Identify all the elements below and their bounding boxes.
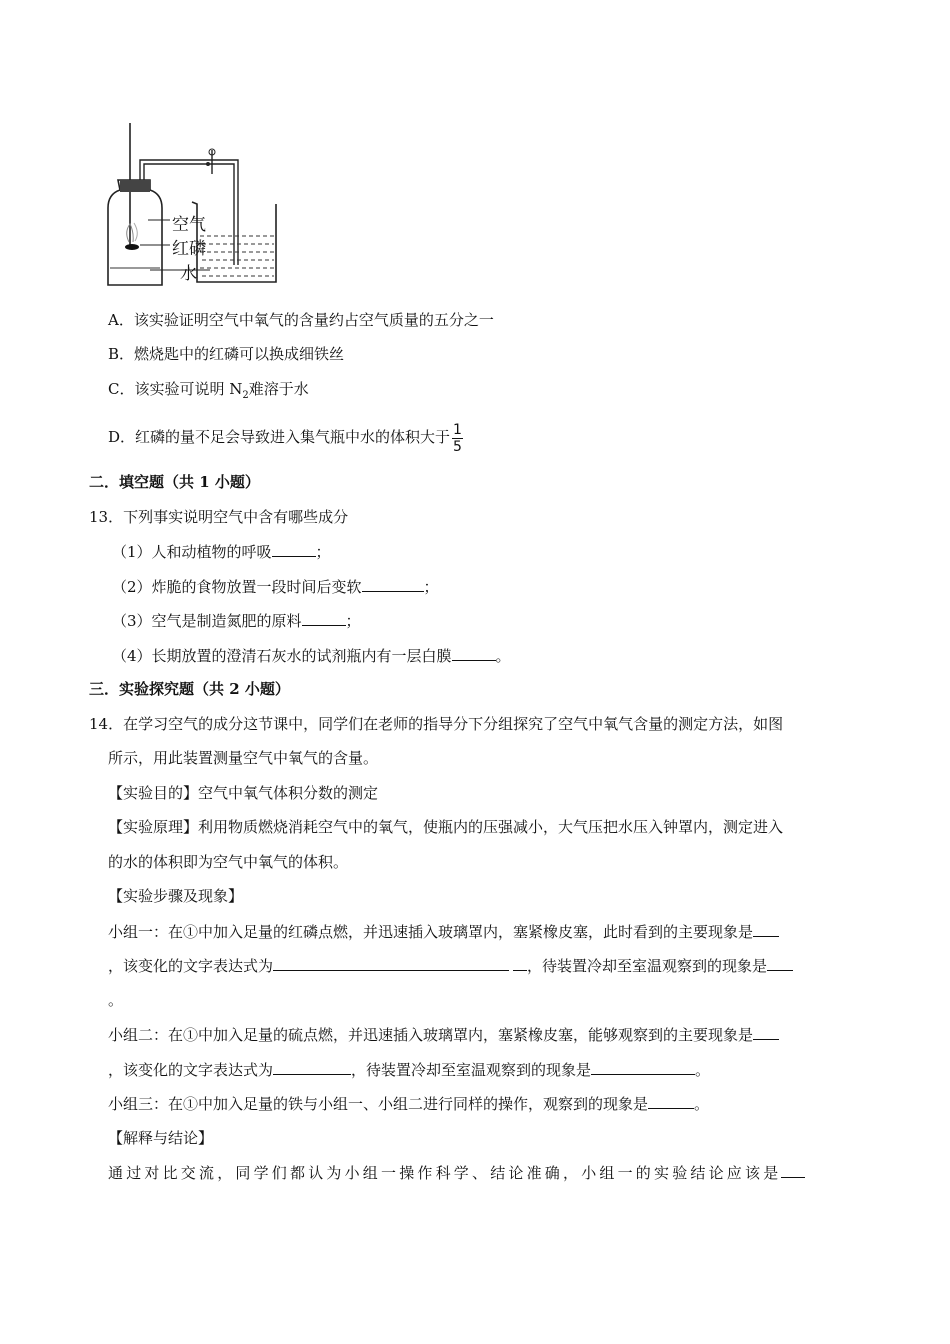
group-1-line-3: 。 bbox=[108, 991, 124, 1009]
label-water: 水 bbox=[180, 264, 197, 284]
group-3-text: 小组三：在①中加入足量的铁与小组一、小组二进行同样的操作，观察到的现象是 bbox=[108, 1095, 649, 1113]
question-14-line-2: 所示，用此装置测量空气中氧气的含量。 bbox=[108, 749, 379, 767]
item-3-end: ； bbox=[345, 612, 361, 630]
answer-blank-2[interactable] bbox=[362, 576, 424, 592]
group-2-line-2 bbox=[108, 1059, 710, 1080]
answer-blank-g2-phenomenon[interactable] bbox=[753, 1024, 779, 1040]
section-heading-fill-in: 二．填空题（共 1 小题） bbox=[89, 473, 260, 491]
item-2-text: （2）炸脆的食物放置一段时间后变软 bbox=[112, 578, 362, 596]
answer-blank-3[interactable] bbox=[302, 610, 346, 626]
answer-blank-g1-cooled[interactable] bbox=[767, 955, 793, 971]
group-1-text-2b: ，待装置冷却至室温观察到的现象是 bbox=[527, 957, 768, 975]
fraction bbox=[452, 422, 463, 455]
item-1-text: （1）人和动植物的呼吸 bbox=[112, 543, 272, 561]
answer-blank-4[interactable] bbox=[452, 645, 496, 661]
option-c-text: C．该实验可说明 N bbox=[108, 380, 243, 398]
answer-blank-1[interactable] bbox=[272, 541, 316, 557]
question-13-item-2 bbox=[112, 576, 439, 597]
question-13-item-4 bbox=[112, 645, 511, 666]
steps-heading: 【实验步骤及现象】 bbox=[108, 887, 244, 905]
group-2-line-1 bbox=[108, 1024, 779, 1045]
answer-blank-conclusion[interactable] bbox=[781, 1162, 805, 1178]
option-d bbox=[108, 419, 463, 455]
group-2-text-2c: 。 bbox=[695, 1061, 711, 1079]
apparatus-figure bbox=[100, 120, 290, 290]
conclusion-heading: 【解释与结论】 bbox=[108, 1129, 214, 1147]
answer-blank-g1-equation[interactable] bbox=[273, 955, 509, 971]
item-1-end: ； bbox=[315, 543, 331, 561]
label-phosphorus: 红磷 bbox=[172, 239, 206, 259]
question-14-line-1: 14．在学习空气的成分这节课中，同学们在老师的指导分下分组探究了空气中氧气含量的测定方法，如图 bbox=[89, 715, 784, 733]
option-b: B．燃烧匙中的红磷可以换成细铁丝 bbox=[108, 345, 345, 363]
fraction-numerator: 1 bbox=[453, 421, 462, 438]
group-3-line bbox=[108, 1093, 709, 1114]
option-c-subscript: 2 bbox=[242, 390, 249, 401]
experiment-principle-1: 【实验原理】利用物质燃烧消耗空气中的氧气，使瓶内的压强减小，大气压把水压入钟罩内，测定进入 bbox=[108, 818, 784, 836]
conclusion-text: 通过对比交流，同学们都认为小组一操作科学、结论准确，小组一的实验结论应该是 bbox=[108, 1164, 782, 1182]
group-1-line-2 bbox=[108, 955, 793, 976]
section-heading-experiment: 三．实验探究题（共 2 小题） bbox=[89, 680, 290, 698]
group-1-line-1 bbox=[108, 921, 779, 942]
experiment-principle-2: 的水的体积即为空气中氧气的体积。 bbox=[108, 853, 349, 871]
group-3-end: 。 bbox=[694, 1095, 710, 1113]
answer-blank-g3[interactable] bbox=[648, 1093, 694, 1109]
group-2-text: 小组二：在①中加入足量的硫点燃，并迅速插入玻璃罩内，塞紧橡皮塞，能够观察到的主要现象是 bbox=[108, 1026, 754, 1044]
question-13-item-3 bbox=[112, 610, 361, 631]
fraction-denominator: 5 bbox=[453, 438, 462, 455]
option-c-text-end: 难溶于水 bbox=[248, 380, 309, 398]
option-c bbox=[108, 379, 309, 406]
answer-blank-g2-equation[interactable] bbox=[273, 1059, 351, 1075]
answer-blank-g1-equation-end[interactable] bbox=[513, 955, 527, 971]
option-d-text: D．红磷的量不足会导致进入集气瓶中水的体积大于 bbox=[108, 428, 451, 446]
question-13-stem: 13．下列事实说明空气中含有哪些成分 bbox=[89, 508, 349, 526]
conclusion-line bbox=[108, 1162, 805, 1183]
item-4-text: （4）长期放置的澄清石灰水的试剂瓶内有一层白膜 bbox=[112, 647, 452, 665]
item-2-end: ； bbox=[423, 578, 439, 596]
group-2-text-2b: ，待装置冷却至室温观察到的现象是 bbox=[351, 1061, 592, 1079]
answer-blank-g2-cooled[interactable] bbox=[591, 1059, 695, 1075]
experiment-purpose: 【实验目的】空气中氧气体积分数的测定 bbox=[108, 784, 379, 802]
answer-blank-g1-phenomenon[interactable] bbox=[753, 921, 779, 937]
option-a: A．该实验证明空气中氧气的含量约占空气质量的五分之一 bbox=[108, 311, 494, 329]
item-4-end: 。 bbox=[495, 647, 511, 665]
label-air: 空气 bbox=[172, 215, 206, 235]
question-13-item-1 bbox=[112, 541, 331, 562]
group-1-text-2a: ，该变化的文字表达式为 bbox=[108, 957, 274, 975]
item-3-text: （3）空气是制造氮肥的原料 bbox=[112, 612, 302, 630]
group-2-text-2a: ，该变化的文字表达式为 bbox=[108, 1061, 274, 1079]
group-1-text: 小组一：在①中加入足量的红磷点燃，并迅速插入玻璃罩内，塞紧橡皮塞，此时看到的主要现象是 bbox=[108, 923, 754, 941]
